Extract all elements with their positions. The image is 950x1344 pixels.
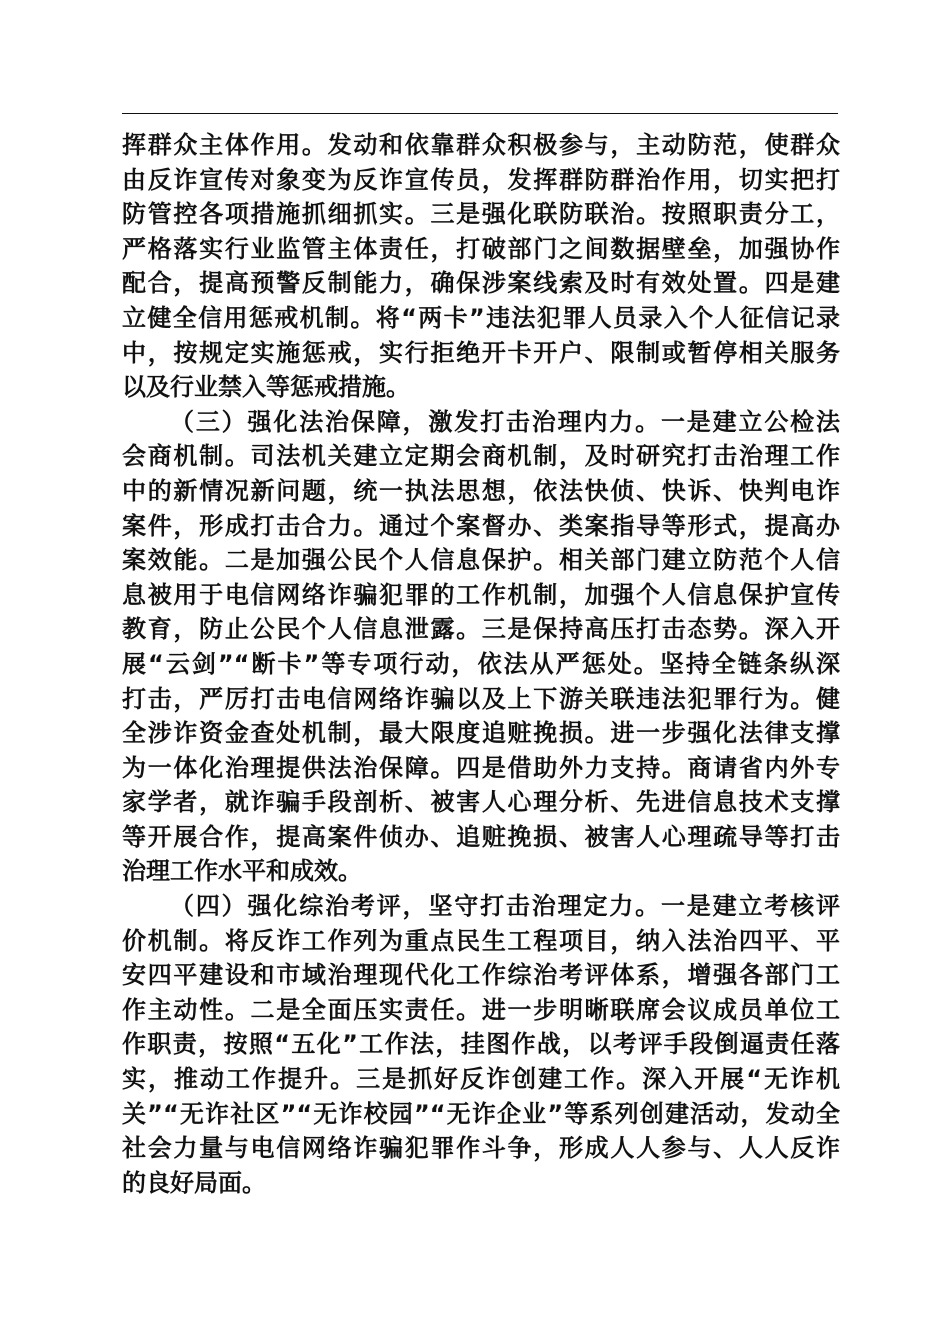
text-line: 会商机制。司法机关建立定期会商机制，及时研究打击治理工作 [122,442,840,471]
text-line: 以及行业禁入等惩戒措施。 [122,373,410,402]
text-line: 挥群众主体作用。发动和依靠群众积极参与，主动防范，使群众 [122,131,840,159]
text-line: 安四平建设和市域治理现代化工作综治考评体系，增强各部门工 [122,961,840,990]
section-heading-line: （四）强化综治考评，坚守打击治理定力。一是建立考核评 [170,892,840,921]
text-line: 作职责，按照“五化”工作法，挂图作战，以考评手段倒逼责任落 [122,1030,840,1059]
text-line: 社会力量与电信网络诈骗犯罪作斗争，形成人人参与、人人反诈 [122,1134,840,1163]
text-line: 案件，形成打击合力。通过个案督办、类案指导等形式，提高办 [122,511,840,540]
text-line: 实，推动工作提升。三是抓好反诈创建工作。深入开展“无诈机 [122,1065,840,1094]
text-line: 教育，防止公民个人信息泄露。三是保持高压打击态势。深入开 [122,615,840,644]
text-line: 由反诈宣传对象变为反诈宣传员，发挥群防群治作用，切实把打 [122,165,840,194]
text-line: 家学者，就诈骗手段剖析、被害人心理分析、先进信息技术支撑 [122,788,840,817]
text-line: 的良好局面。 [122,1168,266,1197]
text-line: 息被用于电信网络诈骗犯罪的工作机制，加强个人信息保护宣传 [122,580,840,609]
text-line: 全涉诈资金查处机制，最大限度追赃挽损。进一步强化法律支撑 [122,719,840,748]
text-line: 治理工作水平和成效。 [122,857,362,886]
body-text [122,128,840,1200]
text-line: 立健全信用惩戒机制。将“两卡”违法犯罪人员录入个人征信记录 [122,303,840,332]
text-line: 打击，严厉打击电信网络诈骗以及上下游关联违法犯罪行为。健 [122,684,840,713]
text-line: 配合，提高预警反制能力，确保涉案线索及时有效处置。四是建 [122,269,840,298]
text-line: 等开展合作，提高案件侦办、追赃挽损、被害人心理疏导等打击 [122,822,840,851]
text-line: 严格落实行业监管主体责任，打破部门之间数据壁垒，加强协作 [122,234,840,263]
text-line: 作主动性。二是全面压实责任。进一步明晰联席会议成员单位工 [122,995,840,1024]
header-rule [122,113,838,114]
section-heading-line: （三）强化法治保障，激发打击治理内力。一是建立公检法 [170,407,840,436]
text-line: 案效能。二是加强公民个人信息保护。相关部门建立防范个人信 [122,546,840,575]
text-line: 为一体化治理提供法治保障。四是借助外力支持。商请省内外专 [122,753,840,782]
text-line: 价机制。将反诈工作列为重点民生工程项目，纳入法治四平、平 [122,926,840,955]
text-line: 中，按规定实施惩戒，实行拒绝开卡开户、限制或暂停相关服务 [122,338,840,367]
text-line: 中的新情况新问题，统一执法思想，依法快侦、快诉、快判电诈 [122,476,840,505]
text-line: 防管控各项措施抓细抓实。三是强化联防联治。按照职责分工， [122,200,840,229]
text-line: 关”“无诈社区”“无诈校园”“无诈企业”等系列创建活动，发动全 [122,1099,840,1128]
text-line: 展“云剑”“断卡”等专项行动，依法从严惩处。坚持全链条纵深 [122,649,840,678]
